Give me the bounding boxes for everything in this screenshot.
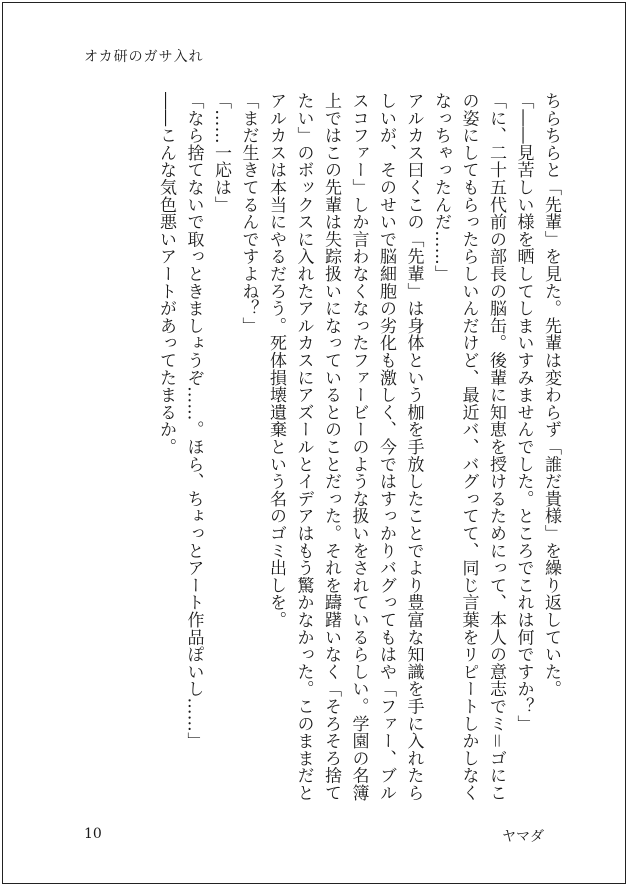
paragraph: 「に、二十五代前の部長の脳缶。後輩に知恵を授けるためにって、本人の意志でミ＝ゴにこの姿にしてもらったらしいんだけど、最近バ、バグってて、同じ言葉をリピートしかしなくなっちゃったんだ……」 — [431, 92, 506, 802]
paragraph: 「まだ生きてるんですよね？」 — [238, 92, 259, 335]
paragraph: 「――見苦しい様を晒してしまいすみませんでした。ところでこれは何ですか？」 — [513, 92, 534, 733]
author-name: ヤマダ — [502, 829, 544, 845]
running-title: オカ研のガサ入れ — [84, 49, 204, 65]
body-text — [74, 92, 564, 812]
paragraph: ちらちらと「先輩」を見た。先輩は変わらず「誰だ貴様」を繰り返していた。 — [541, 92, 561, 698]
paragraph: 「なら捨てないで取っときましょうぞ……。ほら、ちょっとアート作品ぽいし……」 — [183, 92, 204, 750]
paragraph: ――こんな気色悪いアートがあってたまるか。 — [156, 92, 176, 456]
paragraph: 「……一応は」 — [211, 92, 231, 214]
page-number: 10 — [84, 826, 102, 842]
paragraph: アルカス曰くこの「先輩」は身体という枷を手放したことでより豊富な知識を手に入れたらしいが、そのせいで脳細胞の劣化も激しく、今ではすっかりバグってもはや「ファー、ブルスコファー」しか言わなくなったファービーのような扱いをされているらしい。学園の名簿上ではこの先輩は失踪扱いになっているとのことだった。それを躊躇いなく「そろそろ捨てたい」のボックスに入れたアルカスにアズールとイデアはもう驚かなかった。このままだとアルカスは本当にやるだろう。死体損壊遺棄という名のゴミ出しを。 — [266, 92, 424, 802]
